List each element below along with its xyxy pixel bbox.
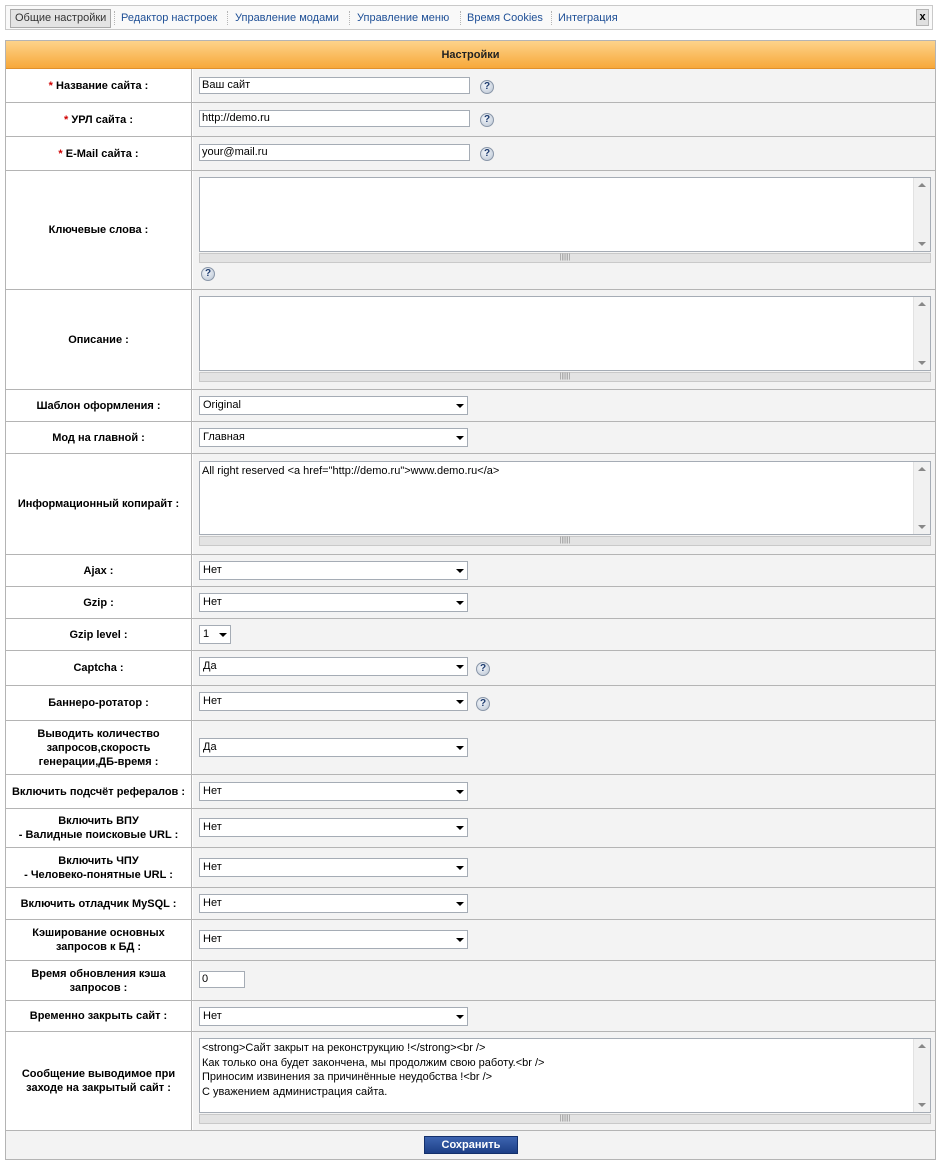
row-site-name <box>6 69 935 103</box>
row-cache <box>6 920 935 961</box>
resize-grip[interactable]: |||||| <box>199 536 931 546</box>
scroll-down-icon[interactable] <box>918 242 926 246</box>
chevron-down-icon <box>456 436 464 440</box>
gzip-level-select[interactable]: 1 <box>199 625 231 644</box>
tab-separator <box>349 11 350 25</box>
help-icon[interactable]: ? <box>480 147 494 161</box>
site-url-input[interactable]: http://demo.ru <box>199 110 470 127</box>
site-name-input[interactable]: Ваш сайт <box>199 77 470 94</box>
captcha-select[interactable]: Да <box>199 657 468 676</box>
field-label: Ключевые слова : <box>6 171 192 289</box>
chevron-down-icon <box>219 633 227 637</box>
tab-bar <box>5 5 933 30</box>
form-footer <box>6 1131 935 1159</box>
chevron-down-icon <box>456 790 464 794</box>
textarea-scrollbar[interactable] <box>913 1039 930 1112</box>
close-site-select[interactable]: Нет <box>199 1007 468 1026</box>
close-button[interactable]: x <box>916 9 929 26</box>
field-label: Информационный копирайт : <box>6 454 192 554</box>
help-icon[interactable]: ? <box>476 662 490 676</box>
mysql-debug-select[interactable]: Нет <box>199 894 468 913</box>
settings-panel <box>5 40 936 1160</box>
keywords-textarea[interactable] <box>199 177 931 252</box>
field-label: Включить подсчёт рефералов : <box>6 775 192 808</box>
chevron-down-icon <box>456 866 464 870</box>
field-label: Gzip : <box>6 587 192 618</box>
gzip-select[interactable]: Нет <box>199 593 468 612</box>
row-close-site <box>6 1001 935 1032</box>
chevron-down-icon <box>456 601 464 605</box>
row-gzip-level <box>6 619 935 651</box>
field-label: Баннеро-ротатор : <box>6 686 192 720</box>
row-site-url: * УРЛ сайта : http://demo.ru ? <box>6 103 935 137</box>
row-vpu <box>6 809 935 848</box>
vpu-select[interactable]: Нет <box>199 818 468 837</box>
field-label: Включить отладчик MySQL : <box>6 888 192 919</box>
save-button[interactable]: Сохранить <box>424 1136 518 1154</box>
description-textarea[interactable] <box>199 296 931 371</box>
field-label: Время обновления кэша запросов : <box>6 961 192 1000</box>
textarea-scrollbar[interactable] <box>913 297 930 370</box>
tab-integration[interactable]: Интеграция <box>558 12 618 24</box>
resize-grip[interactable]: |||||| <box>199 1114 931 1124</box>
chpu-select[interactable]: Нет <box>199 858 468 877</box>
row-close-message <box>6 1032 935 1131</box>
field-label: * Название сайта : <box>6 69 192 102</box>
template-select[interactable]: Original <box>199 396 468 415</box>
chevron-down-icon <box>456 1015 464 1019</box>
tab-separator <box>460 11 461 25</box>
row-keywords <box>6 171 935 290</box>
textarea-scrollbar[interactable] <box>913 462 930 534</box>
tab-separator <box>114 11 115 25</box>
resize-grip[interactable]: |||||| <box>199 372 931 382</box>
panel-title: Настройки <box>6 41 935 69</box>
field-label: Шаблон оформления : <box>6 390 192 421</box>
tab-separator <box>551 11 552 25</box>
row-description <box>6 290 935 390</box>
tab-settings-editor[interactable]: Редактор настроек <box>121 12 218 24</box>
help-icon[interactable]: ? <box>480 80 494 94</box>
field-label: Включить ВПУ - Валидные поисковые URL : <box>6 809 192 847</box>
scroll-up-icon[interactable] <box>918 302 926 306</box>
field-label: Captcha : <box>6 651 192 685</box>
copyright-textarea[interactable]: All right reserved <a href="http://demo.ru">www.demo.ru</a> <box>199 461 931 535</box>
resize-grip[interactable]: |||||| <box>199 253 931 263</box>
row-captcha <box>6 651 935 686</box>
chevron-down-icon <box>456 938 464 942</box>
cache-time-input[interactable]: 0 <box>199 971 245 988</box>
chevron-down-icon <box>456 746 464 750</box>
help-icon[interactable]: ? <box>476 697 490 711</box>
scroll-down-icon[interactable] <box>918 525 926 529</box>
row-banner-rotator <box>6 686 935 721</box>
tab-mod-management[interactable]: Управление модами <box>235 12 339 24</box>
field-label: Временно закрыть сайт : <box>6 1001 192 1031</box>
field-label: Мод на главной : <box>6 422 192 453</box>
row-ajax <box>6 555 935 587</box>
field-label: Включить ЧПУ - Человеко-понятные URL : <box>6 848 192 887</box>
row-gzip <box>6 587 935 619</box>
help-icon[interactable]: ? <box>480 113 494 127</box>
field-label: Сообщение выводимое при заходе на закрытый сайт : <box>6 1032 192 1130</box>
chevron-down-icon <box>456 665 464 669</box>
home-mod-select[interactable]: Главная <box>199 428 468 447</box>
chevron-down-icon <box>456 404 464 408</box>
stats-select[interactable]: Да <box>199 738 468 757</box>
scroll-down-icon[interactable] <box>918 361 926 365</box>
banner-rotator-select[interactable]: Нет <box>199 692 468 711</box>
tab-cookies-time[interactable]: Время Cookies <box>467 12 543 24</box>
field-label: Описание : <box>6 290 192 389</box>
scroll-up-icon[interactable] <box>918 467 926 471</box>
help-icon[interactable]: ? <box>201 267 215 281</box>
required-mark: * <box>48 79 53 92</box>
close-message-textarea[interactable]: <strong>Сайт закрыт на реконструкцию !</strong><br /> Как только она будет закончена, мы продолжим свою работу.<br /> Приносим извинения за причинённые неудобства !<br /> С уважением администрация сайта. <box>199 1038 931 1113</box>
required-mark: * <box>58 147 63 160</box>
tab-menu-management[interactable]: Управление меню <box>357 12 450 24</box>
site-email-input[interactable]: your@mail.ru <box>199 144 470 161</box>
field-label: Кэширование основных запросов к БД : <box>6 920 192 960</box>
chevron-down-icon <box>456 700 464 704</box>
field-label: Gzip level : <box>6 619 192 650</box>
scroll-down-icon[interactable] <box>918 1103 926 1107</box>
row-home-mod <box>6 422 935 454</box>
field-label: Выводить количество запросов,скорость генерации,ДБ-время : <box>6 721 192 774</box>
textarea-scrollbar[interactable] <box>913 178 930 251</box>
required-mark: * <box>64 113 69 126</box>
row-site-email: * E-Mail сайта : your@mail.ru ? <box>6 137 935 171</box>
row-stats <box>6 721 935 775</box>
row-template <box>6 390 935 422</box>
tab-separator <box>227 11 228 25</box>
chevron-down-icon <box>456 569 464 573</box>
cache-select[interactable]: Нет <box>199 930 468 949</box>
ajax-select[interactable]: Нет <box>199 561 468 580</box>
chevron-down-icon <box>456 826 464 830</box>
tab-general-settings[interactable]: Общие настройки <box>10 9 111 28</box>
scroll-up-icon[interactable] <box>918 1044 926 1048</box>
referrals-select[interactable]: Нет <box>199 782 468 801</box>
row-cache-time <box>6 961 935 1001</box>
field-label: Ajax : <box>6 555 192 586</box>
row-referrals <box>6 775 935 809</box>
row-chpu <box>6 848 935 888</box>
scroll-up-icon[interactable] <box>918 183 926 187</box>
chevron-down-icon <box>456 902 464 906</box>
row-mysql-debug <box>6 888 935 920</box>
row-copyright <box>6 454 935 555</box>
